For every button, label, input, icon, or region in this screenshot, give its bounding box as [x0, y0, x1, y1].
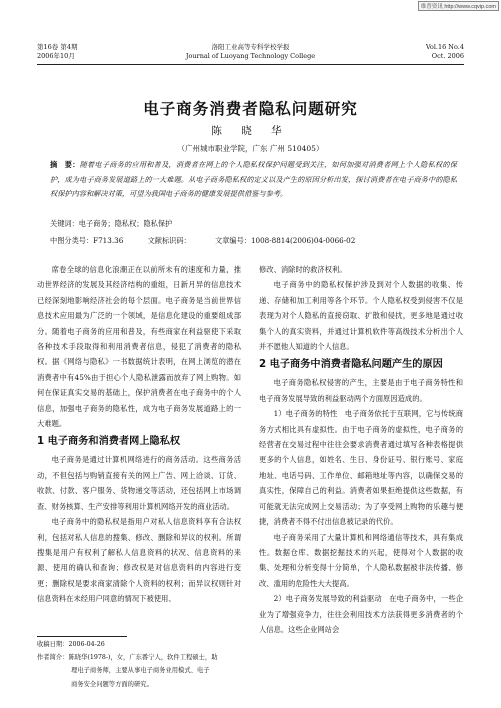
journal-name-en: Journal of Luoyang Technology College: [185, 52, 316, 60]
publication-date: 2006年10月: [37, 52, 75, 60]
right-column: [259, 262, 463, 637]
author-affiliation: （广州城市职业学院，广东 广州 510405）: [177, 144, 324, 153]
body-paragraph: 电子商务采用了大量计算机和网络通信等技术，具有集成性。数据仓库、数据挖掘技术的兴起，使得对个人数据的收集、处理和分析变得十分简单，个人隐私数据被非法传播、修改、滥用的危险性大大提高。: [259, 532, 463, 588]
body-paragraph: 电子商务隐私权侵害的产生，主要是由于电子商务特性和电子商务发展导致的利益驱动两个方面原因造成的。: [259, 378, 463, 403]
publication-date-en: Oct. 2006: [431, 52, 464, 60]
body-paragraph: 2）电子商务发展导致的利益驱动 在电子商务中，一些企业为了增强竞争力，往往会利用技术方法获得更多消费者的个人信息。这些企业网站会: [259, 594, 463, 634]
volume-issue-en: Vol.16 No.4: [425, 43, 464, 51]
keywords-text: 电子商务；隐私权；隐私保护: [78, 219, 173, 228]
volume-issue: 第16卷 第4期: [37, 43, 78, 51]
abstract-label: 摘 要：: [50, 160, 80, 169]
body-paragraph: 电子商务中的隐私权是指用户对私人信息资料享有合法权利，包括对私人信息的搜集、修改、删除和异议的权利。所谓搜集是用户有权利了解私人信息资料的状况、信息资料的来源、使用的确认和查询；修改权是对信息资料的内容进行变更；删除权是要求商家清除个人资料的权利；而异议权则针对信息资料在未经用户同意的情况下被使用、: [37, 517, 241, 604]
intro-paragraph: 席卷全球的信息化浪潮正在以前所未有的速度和力量，推动世界经济的发展及其经济结构的重组，日新月异的信息技术已经深刻地影响经济社会的每个层面。电子商务是当前世界信息技术应用最为广泛的一个领域，是信息化建设的重要组成部分。随着电子商务的应用和普及，有些商家在利益驱使下采取各种技术手段取得和利用消费者信息，侵犯了消费者的隐私权。据《网络与隐私》一书数据统计表明，在网上浏览的潜在消费者中有45%由于担心个人隐私泄露而放弃了网上购物。如何在保证真实交易的基础上，保护消费者在电子商务中的个人信息，加强电子商务的隐私性，成为电子商务发展道路上的一大难题。: [37, 265, 241, 429]
abstract: [50, 158, 457, 202]
clc-number: 中图分类号：F713.36: [50, 236, 124, 245]
author-bio: [37, 651, 247, 664]
author-name: 陈 晓 华: [211, 125, 290, 137]
footnote-rule: [37, 636, 127, 637]
journal-name-cn: 洛阳工业高等专科学校学报: [211, 43, 290, 51]
journal-volume-info-en: [426, 43, 464, 61]
abstract-text: 随着电子商务的应用和普及，消费者在网上的个人隐私权保护问题受到关注，如何加强对消费者网上个人隐私权的保护，成为电子商务发展道路上的一大难题。从电子商务隐私权的定义以及产生的原因分析出发，探讨消费者在电子商务中的隐私权保护内容和解决对策，可望为我国电子商务的健康发展提供借鉴与参考。: [50, 160, 457, 199]
document-code: 文献标识码：: [147, 236, 191, 245]
author-bio-line: 理电子商务师，主要从事电子商务业用模式、电子: [71, 667, 210, 675]
body-paragraph: 1）电子商务的特性 电子商务依托于互联网，它与传统商务方式相比具有虚拟性。由于电子商务的虚拟性，电子商务的经营者在交易过程中往往会要求消费者通过填写各种表格提供更多的个人信息，如姓名、生日、身份证号、银行账号、家庭地址、电话号码、工作单位、邮箱地址等内容，以确保交易的真实性，保障自己的利益。消费者如果拒绝提供这些数据，有可能就无法完成网上交易活动；为了享受网上购物的乐趣与便捷，消费者不得不付出信息被记录的代价。: [259, 409, 463, 527]
author-bio-line: 商务安全问题等方面的研究。: [71, 680, 153, 688]
body-paragraph: 电子商务中的隐私权保护涉及到对个人数据的收集、传递、存储和加工利用等各个环节。个人隐私权受到侵害不仅是表现为对个人隐私的直接窃取、扩散和侵扰，更多地是通过收集个人的真实资料，并通过计算机软件等高级技术分析出个人并不愿他人知道的个人信息。: [259, 280, 463, 352]
author-bio-label: 作者简介：: [37, 654, 69, 662]
article-number: 文章编号：1008-8814(2006)04-0066-02: [215, 236, 356, 245]
body-paragraph: 电子商务是通过计算机网络进行的商务活动。这些商务活动，不但包括与购销直接有关的网上广告、网上洽谈、订货、收款、付款、客户服务、货物递交等活动，还包括网上市场调查、财务核算、生产安排等利用计算机网络开发的商业活动。: [37, 455, 241, 511]
received-date: 收稿日期：2006-04-26: [37, 641, 105, 648]
left-column: [37, 262, 241, 607]
keywords: [50, 219, 172, 229]
section-heading-2: 2 电子商务中消费者隐私问题产生的原因: [259, 359, 443, 371]
body-paragraph: 修改、消除时的救济权利。: [259, 265, 347, 274]
classification-line: [50, 236, 460, 246]
watermark: 维普资讯 http://www.cqvip.com: [418, 1, 499, 11]
keywords-label: 关键词：: [50, 219, 79, 228]
paper-title: 电子商务消费者隐私问题研究: [143, 100, 358, 118]
section-heading-1: 1 电子商务和消费者网上隐私权: [37, 436, 181, 448]
footnote: [37, 638, 247, 691]
header-rule: [37, 64, 464, 65]
author-bio-line: 陈晓华(1978-)，女，广东番宁人，软件工程硕士，助: [68, 654, 218, 662]
